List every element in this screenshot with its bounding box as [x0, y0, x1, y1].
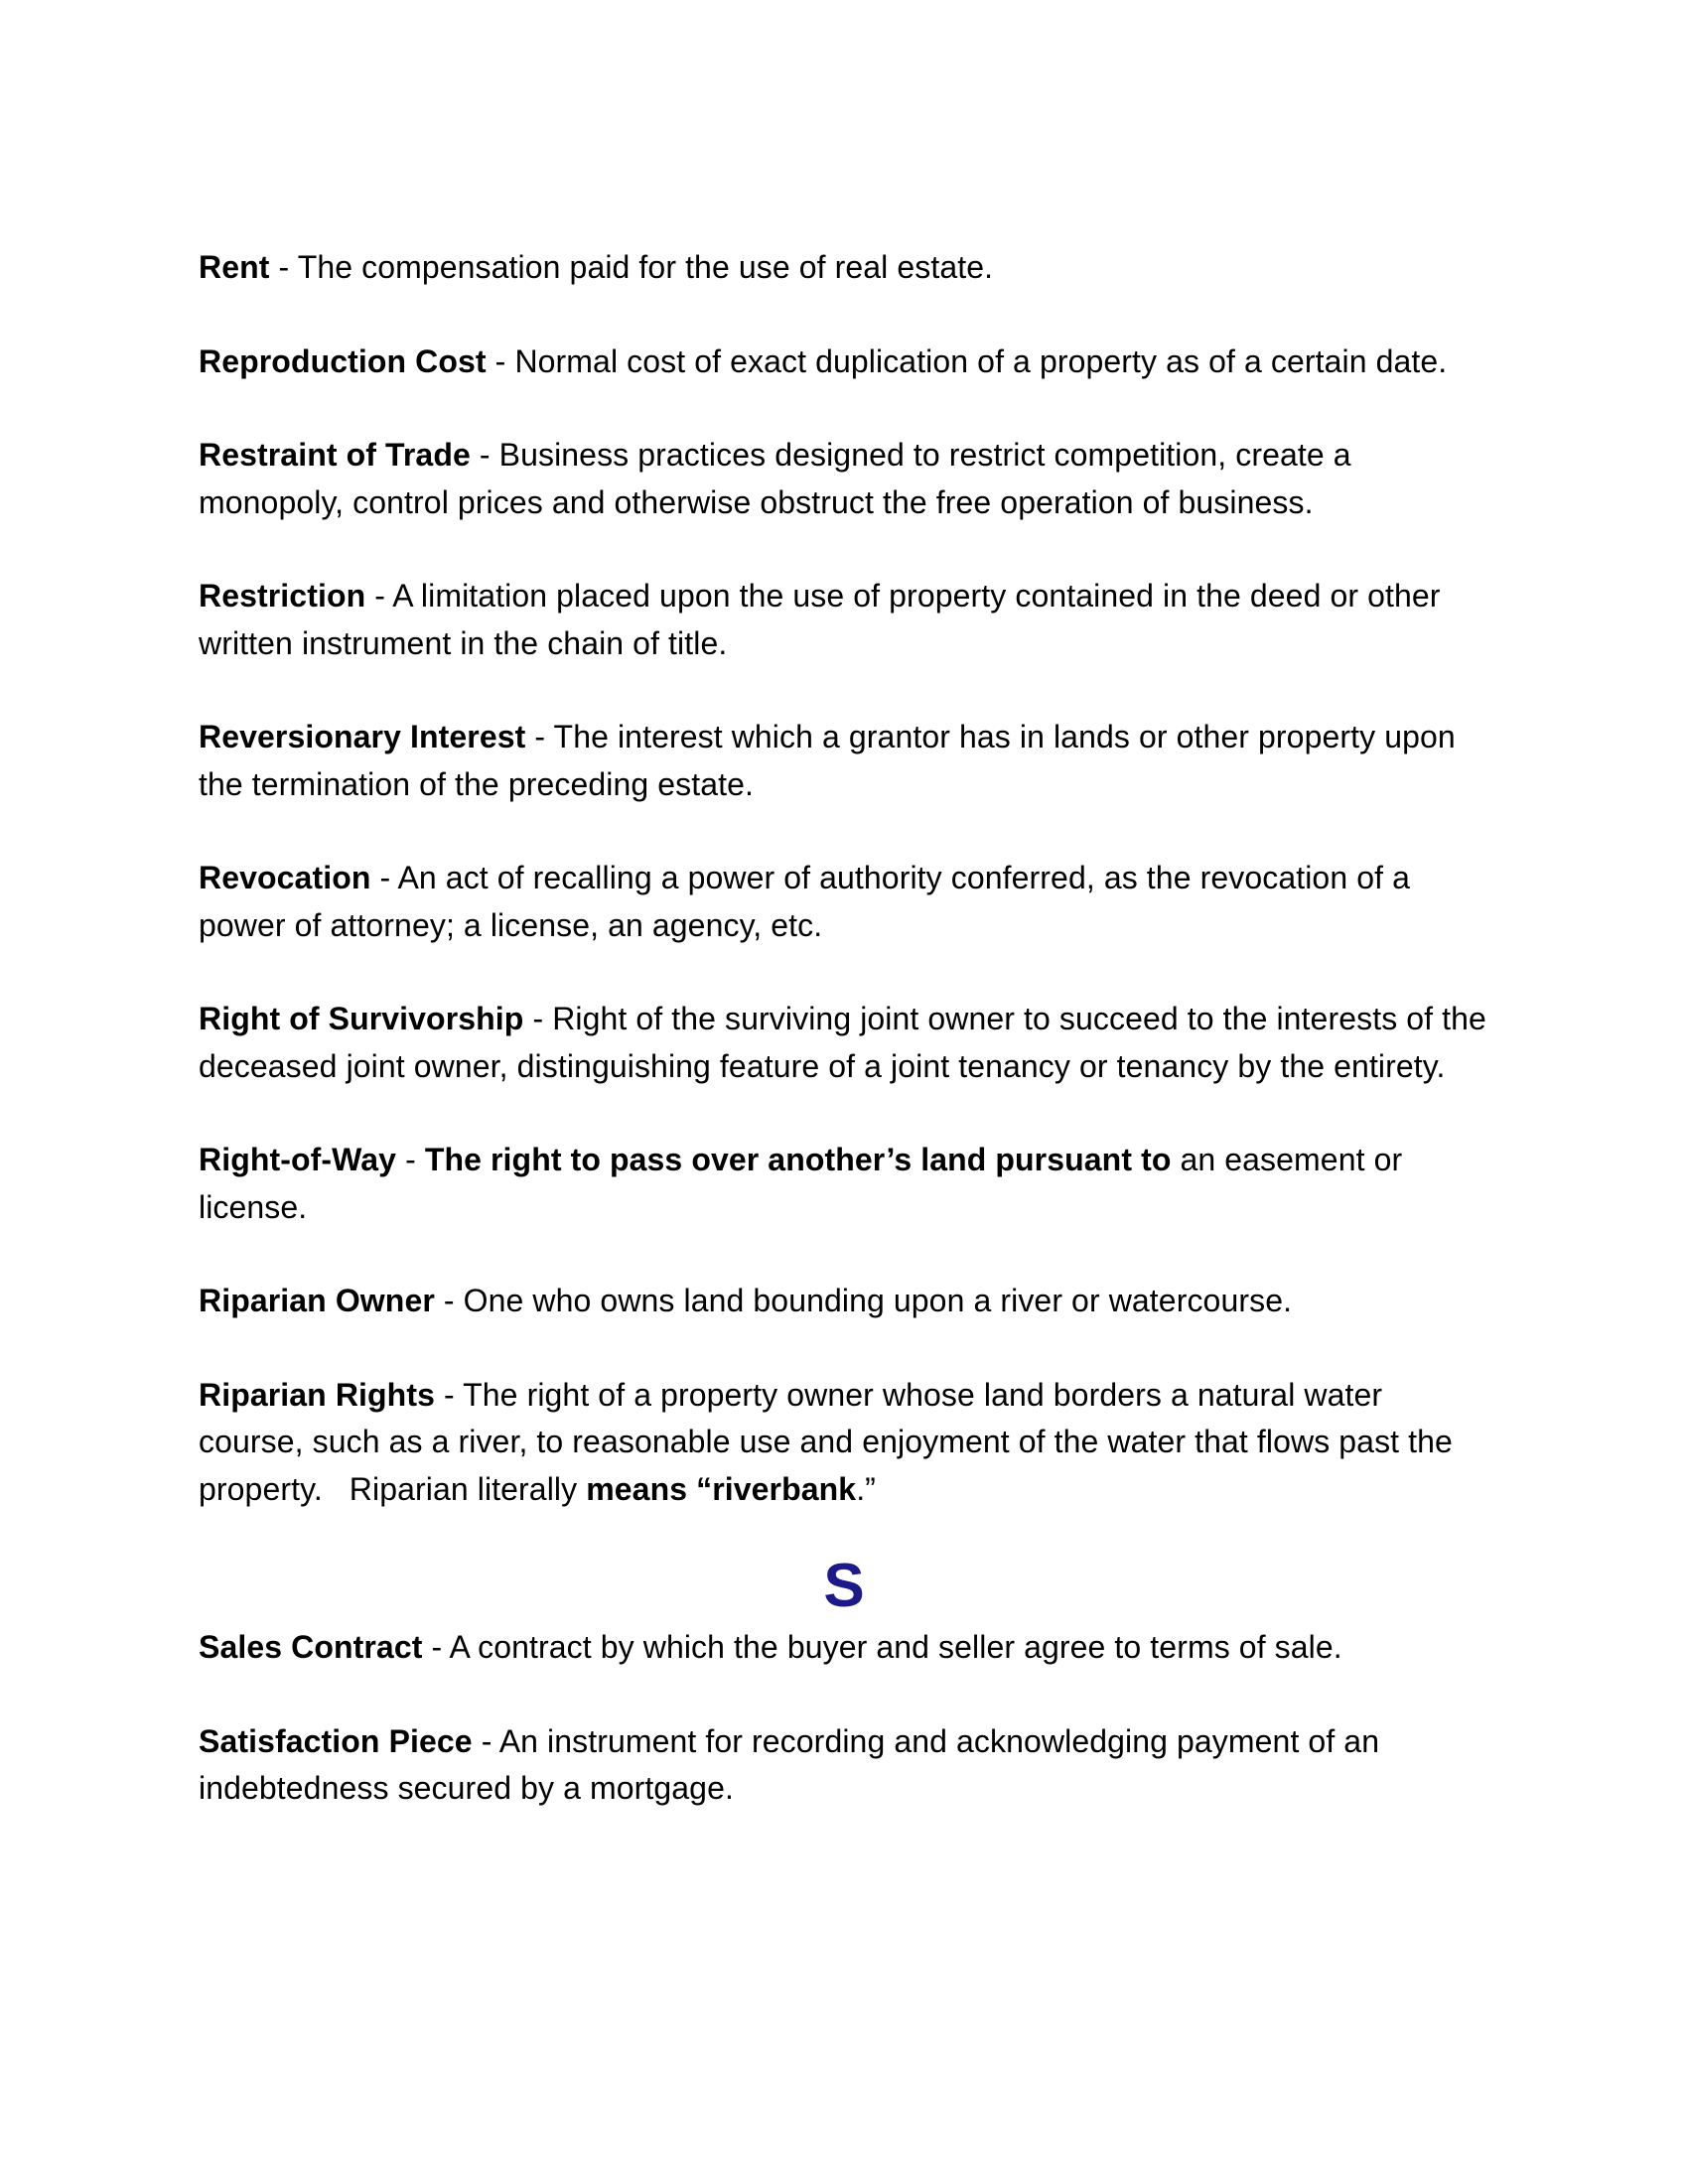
entry-separator: - — [472, 1722, 499, 1759]
entry-definition-bold: The right to pass over another’s land pursuant to — [424, 1142, 1172, 1177]
entry-term: Reversionary Interest — [199, 719, 526, 754]
entry-definition: Right of the surviving joint owner to succeed to the interests of the deceased joint owner, distinguishing feature of a joint tenancy or tenancy by the entirety. — [199, 1001, 1486, 1084]
entry-separator: - — [396, 1142, 425, 1177]
glossary-entry-sales-contract — [199, 1624, 1489, 1672]
glossary-entry-restriction — [199, 573, 1489, 667]
entry-separator: - — [422, 1629, 450, 1665]
entry-definition: The interest which a grantor has in lands or other property upon the termination of the preceding estate. — [199, 719, 1456, 802]
entry-term: Riparian Rights — [199, 1376, 435, 1413]
glossary-entry-riparian-rights — [199, 1372, 1489, 1514]
glossary-entry-restraint-of-trade — [199, 432, 1489, 526]
entry-term: Right of Survivorship — [199, 1001, 524, 1036]
entry-term: Revocation — [199, 860, 371, 895]
entry-separator: - — [434, 1283, 464, 1318]
entry-definition: Normal cost of exact duplication of a property as of a certain date. — [514, 342, 1448, 379]
entry-term: Sales Contract — [199, 1629, 423, 1665]
entry-definition: The right of a property owner whose land borders a natural water course, such as a river, to reasonable use and enjoyment of the water that flows past the property. Riparian literally — [199, 1376, 1462, 1507]
entry-separator: - — [470, 437, 499, 473]
glossary-entry-reversionary-interest — [199, 714, 1489, 808]
entry-term: Rent — [199, 249, 270, 285]
entry-definition: An act of recalling a power of authority conferred, as the revocation of a power of attorney; a license, an agency, etc. — [199, 860, 1410, 943]
entry-separator: - — [486, 342, 515, 379]
entry-definition: A contract by which the buyer and seller agree to terms of sale. — [449, 1629, 1342, 1665]
entry-definition: The compensation paid for the use of real estate. — [297, 249, 994, 285]
section-letter-s: S — [823, 1552, 865, 1620]
entry-separator: - — [434, 1376, 464, 1413]
glossary-entry-riparian-owner — [199, 1278, 1489, 1325]
entry-term: Satisfaction Piece — [199, 1722, 473, 1759]
entry-definition: Business practices designed to restrict competition, create a monopoly, control prices and otherwise obstruct the free operation of business. — [199, 437, 1351, 520]
entry-definition-bold: means “riverbank — [586, 1470, 857, 1507]
entry-definition-tail: .” — [856, 1470, 876, 1507]
glossary-entry-right-of-survivorship — [199, 996, 1489, 1090]
entry-separator: - — [525, 719, 554, 754]
entry-term: Restraint of Trade — [199, 437, 471, 473]
entry-definition: A limitation placed upon the use of property contained in the deed or other written instrument in the chain of title. — [199, 578, 1441, 661]
glossary-entry-right-of-way — [199, 1137, 1489, 1231]
entry-term: Reproduction Cost — [199, 342, 487, 379]
entry-separator: - — [523, 1001, 553, 1036]
entry-separator: - — [269, 249, 298, 285]
entry-definition: An instrument for recording and acknowledging payment of an indebtedness secured by a mortgage. — [199, 1722, 1380, 1806]
glossary-entry-reproduction-cost — [199, 339, 1489, 386]
entry-definition: an easement or license. — [199, 1142, 1403, 1225]
entry-term: Right-of-Way — [199, 1142, 397, 1177]
entry-separator: - — [365, 578, 393, 614]
glossary-entry-satisfaction-piece — [199, 1718, 1489, 1813]
entry-term: Restriction — [199, 578, 366, 614]
glossary-entry-rent — [199, 244, 1489, 292]
glossary-entry-revocation — [199, 855, 1489, 949]
entry-term: Riparian Owner — [199, 1283, 435, 1318]
entry-separator: - — [370, 860, 398, 895]
glossary-page — [199, 244, 1489, 1859]
entry-definition: One who owns land bounding upon a river or watercourse. — [463, 1283, 1293, 1318]
